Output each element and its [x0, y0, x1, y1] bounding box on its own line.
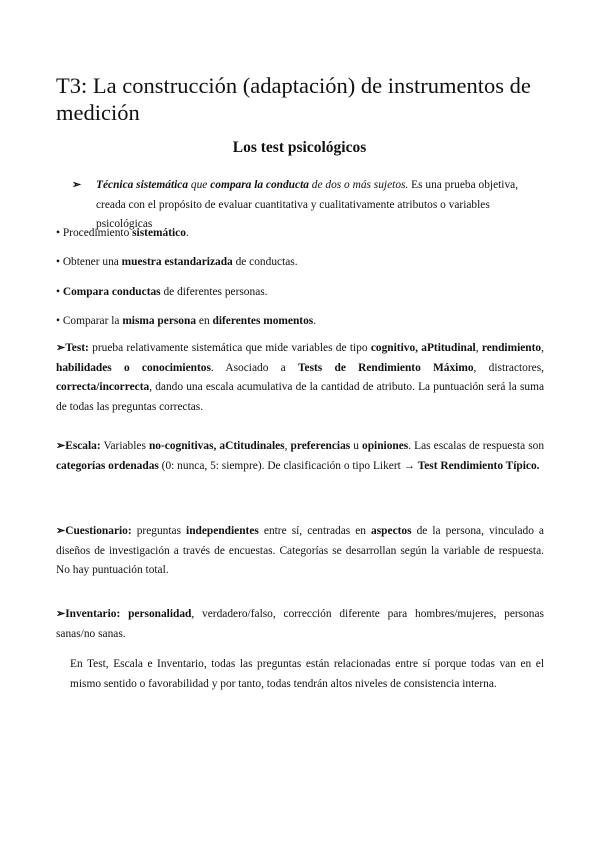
- document-title: T3: La construcción (adaptación) de instrumentos de medición: [56, 73, 531, 125]
- intro-term-2: compara la conducta: [210, 179, 309, 191]
- cuestionario-label: Cuestionario:: [65, 525, 132, 537]
- intro-description: Es una prueba objetiva, creada con el propósito de evaluar cuantitativa y cualitativamente atributos o variables psicológicas: [96, 179, 519, 230]
- escala-label: Escala:: [65, 440, 101, 452]
- section-heading: Los test psicológicos: [232, 139, 367, 156]
- list-item: • Comparar la misma persona en diferentes momentos.: [56, 315, 317, 327]
- intro-term-1: Técnica sistemática: [96, 179, 189, 191]
- arrow-bullet-icon: ➢: [56, 525, 66, 537]
- list-item: • Compara conductas de diferentes personas.: [56, 286, 268, 298]
- list-item: • Obtener una muestra estandarizada de conductas.: [56, 256, 298, 268]
- test-paragraph: ➢Test: prueba relativamente sistemática que mide variables de tipo cognitivo, aPtitudinal, rendimiento, habilidades o conocimientos. Asociado a Tests de Rendimiento Máximo, distractores, correcta/incorrecta, dando una escala acumulativa de la cantidad de atributo. La puntuación será la suma de todas las preguntas correctas.: [56, 339, 544, 417]
- cuestionario-paragraph: ➢Cuestionario: preguntas independientes entre sí, centradas en aspectos de la persona, vinculado a diseños de investigación a través de encuestas. Categorías se desarrollan según la variable de respuesta. No hay puntuación total.: [56, 522, 544, 581]
- arrow-bullet-icon: ➢: [72, 179, 82, 191]
- arrow-bullet-icon: ➢: [56, 608, 66, 620]
- closing-paragraph: En Test, Escala e Inventario, todas las preguntas están relacionadas entre sí porque todas van en el mismo sentido o favorabilidad y por tanto, todas tendrán altos niveles de consistencia interna.: [70, 658, 544, 690]
- escala-paragraph: ➢Escala: Variables no-cognitivas, aCtitudinales, preferencias u opiniones. Las escalas de respuesta son categorías ordenadas (0: nunca, 5: siempre). De clasificación o tipo Likert → Test Rendimiento Típico.: [56, 437, 544, 476]
- inventario-paragraph: ➢Inventario: personalidad, verdadero/falso, corrección diferente para hombres/mujeres, personas sanas/no sanas.: [56, 605, 544, 644]
- list-item: • Procedimiento sistemático.: [56, 227, 189, 239]
- test-label: Test:: [65, 342, 89, 354]
- arrow-bullet-icon: ➢: [56, 440, 66, 452]
- intro-definition: ➢ Técnica sistemática que compara la conducta de dos o más sujetos. Es una prueba objetiva, creada con el propósito de evaluar cuantitativa y cualitativamente atributos o variables psicológicas: [74, 176, 544, 235]
- inventario-label: Inventario: personalidad: [65, 608, 192, 620]
- arrow-bullet-icon: ➢: [56, 342, 66, 354]
